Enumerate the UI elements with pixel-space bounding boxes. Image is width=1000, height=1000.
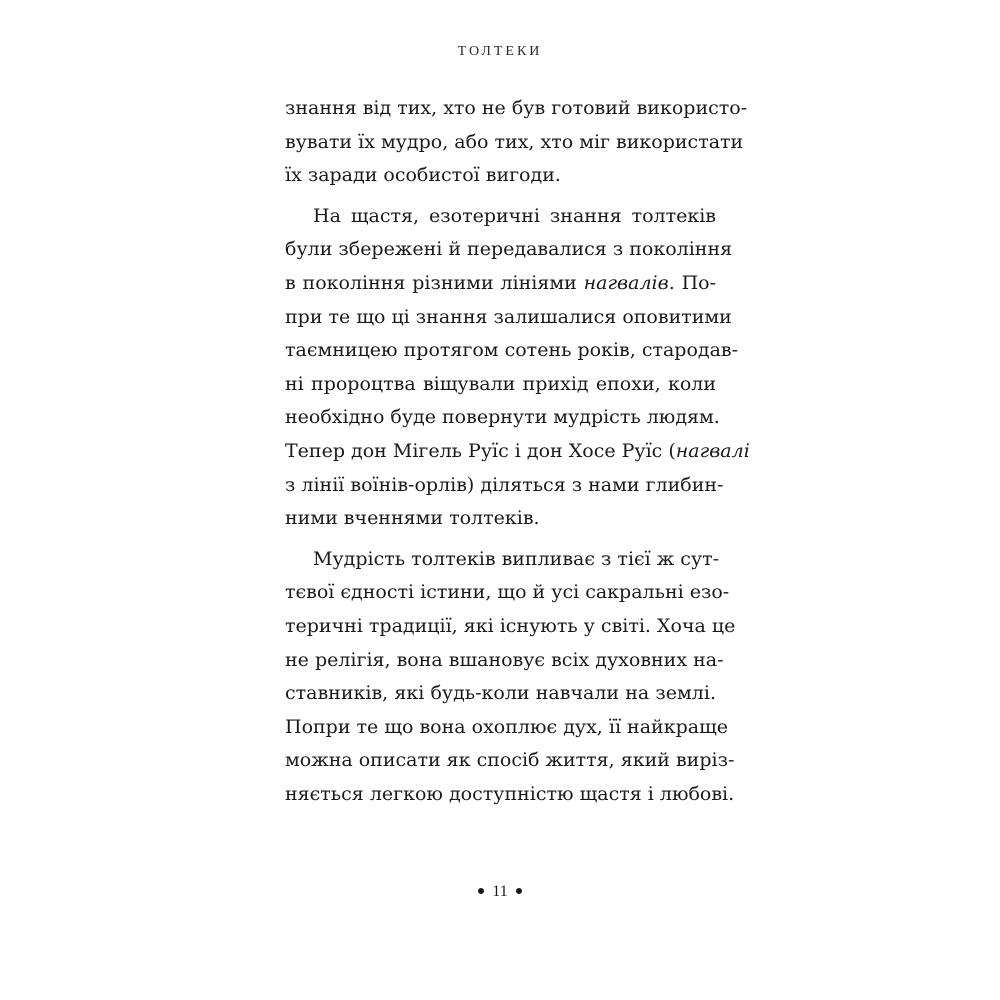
text-fragment: . По- [668, 271, 716, 294]
page-number [0, 883, 1000, 901]
text-line: ні пророцтва віщували прихід епохи, коли [285, 372, 716, 395]
text-fragment: Тепер дон Мігель Руїс і дон Хосе Руїс ( [285, 439, 676, 462]
text-line: можна описати як спосіб життя, який виріз- [285, 749, 735, 772]
text-line: На щастя, езотеричні знання толтеків [313, 204, 716, 227]
bullet-icon [478, 888, 484, 894]
italic-term: нагвалів [583, 271, 669, 294]
text-line: таємницею протягом сотень років, стародав- [285, 339, 739, 362]
text-line: знання від тих, хто не був готовий використо- [285, 97, 748, 119]
text-line [285, 435, 750, 469]
text-line: вувати їх мудро, або тих, хто міг використати [285, 130, 744, 153]
running-head: ТОЛТЕКИ [457, 44, 543, 59]
paragraph-1 [285, 92, 748, 193]
body-text [285, 92, 750, 811]
italic-term: нагвалі [675, 439, 750, 462]
text-line: ними вченнями толтеків. [285, 507, 540, 530]
text-line: теричні традиції, які існують у світі. Хоча це [285, 614, 736, 637]
page-number-value: 11 [492, 883, 508, 900]
text-line: няється легкою доступністю щастя і любові. [285, 782, 735, 805]
paragraph-3 [285, 543, 736, 812]
text-line: Мудрість толтеків випливає з тієї ж сут- [313, 547, 720, 570]
text-line: їх заради особистої вигоди. [285, 164, 561, 187]
text-line: були збережені й передавалися з покоління [285, 238, 733, 261]
text-line [285, 267, 716, 301]
text-line: Попри те що вона охоплює дух, її найкраще [285, 715, 728, 738]
text-line: з лінії воїнів-орлів) діляться з нами глибин- [285, 473, 724, 496]
text-line: необхідно буде повернути мудрість людям. [285, 406, 720, 429]
text-fragment: в покоління різними лініями [285, 271, 584, 294]
text-line: при те що ці знання залишалися оповитими [285, 305, 732, 328]
bullet-icon [516, 888, 522, 894]
text-line: тєвої єдності істини, що й усі сакральні езо- [285, 581, 730, 604]
text-line: не релігія, вона вшановує всіх духовних на- [285, 648, 724, 671]
text-line: ставників, які будь-коли навчали на землі. [285, 682, 716, 705]
paragraph-2 [285, 200, 750, 536]
